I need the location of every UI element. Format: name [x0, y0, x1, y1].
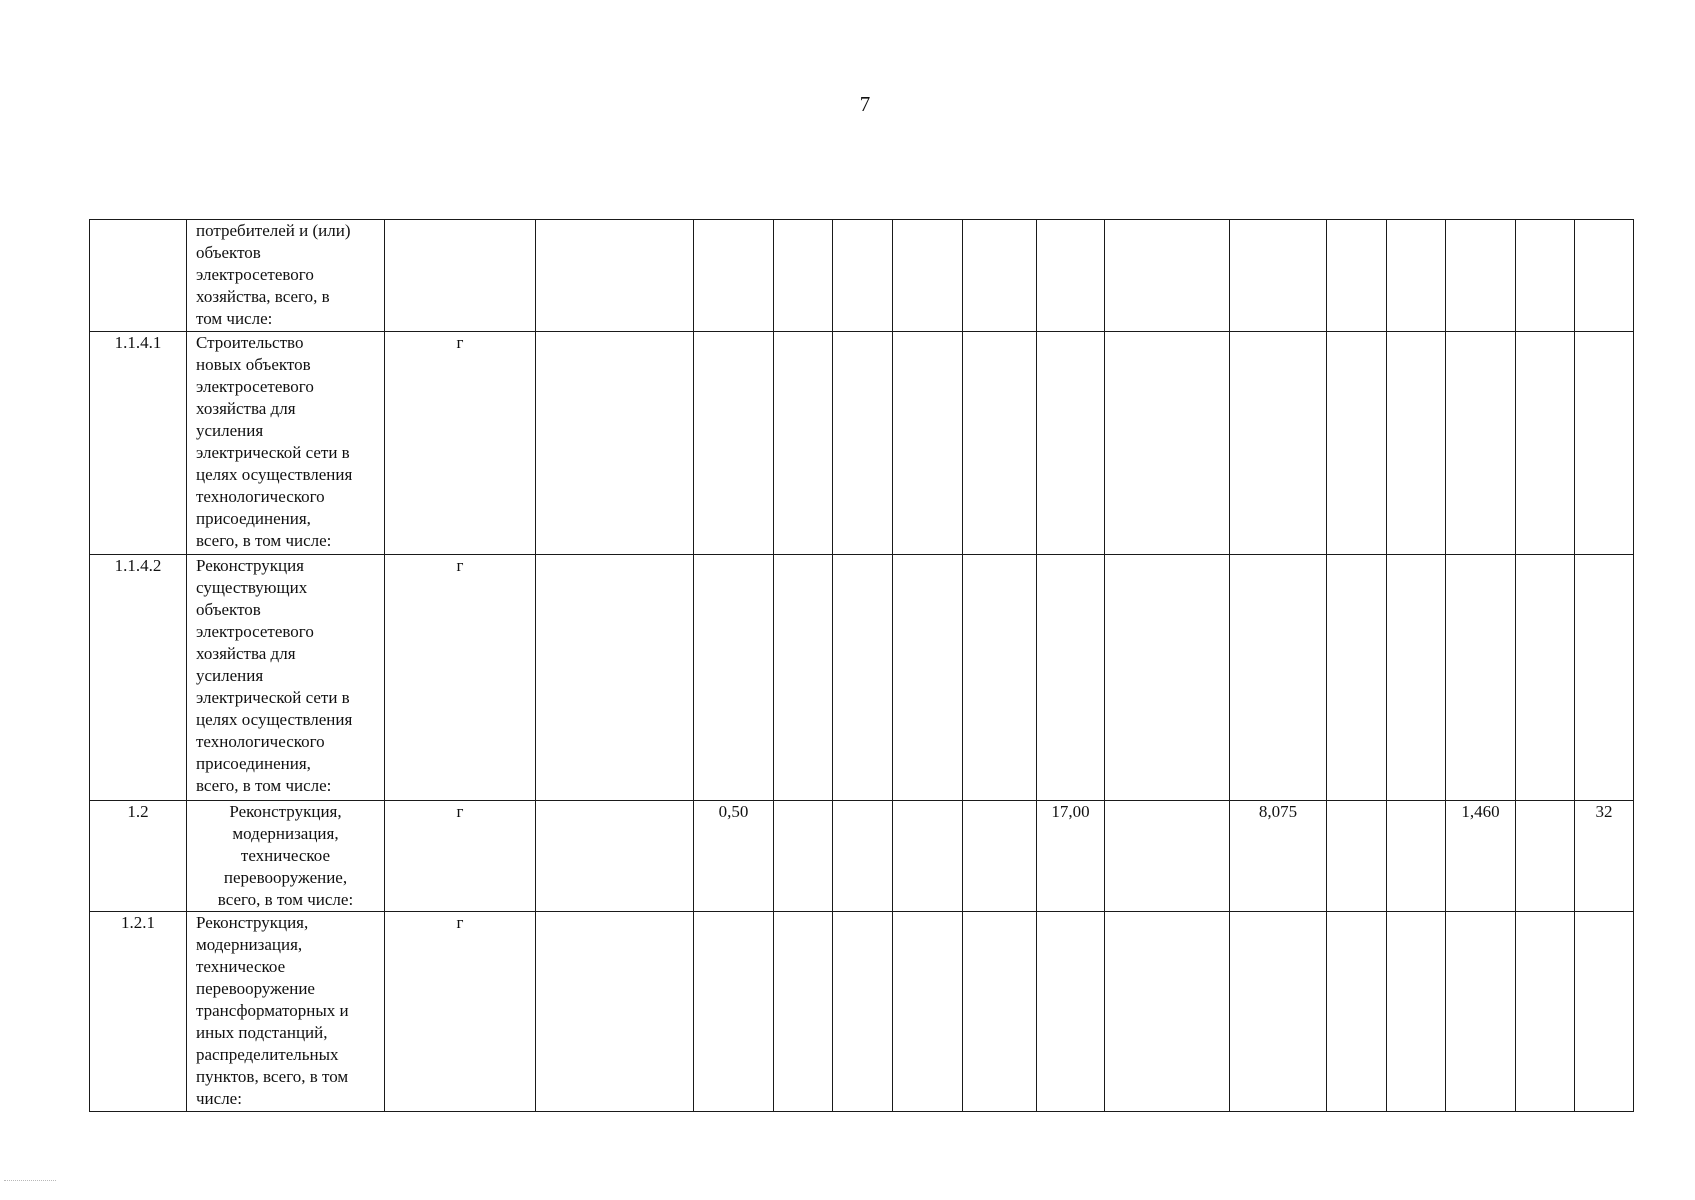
value-cell: [833, 801, 893, 912]
value-cell: 1,460: [1446, 801, 1516, 912]
value-cell: [774, 555, 833, 801]
row-name-line: технологического: [196, 732, 325, 751]
row-name-line: Реконструкция,: [229, 802, 342, 821]
value-cell: [1037, 332, 1105, 555]
value-cell: [536, 555, 694, 801]
value-cell: 8,075: [1230, 801, 1327, 912]
row-name-line: электросетевого: [196, 377, 314, 396]
row-name-line: всего, в том числе:: [196, 776, 332, 795]
row-name-line: Реконструкция,: [196, 913, 309, 932]
value-cell: [833, 555, 893, 801]
value-cell: [536, 220, 694, 332]
row-name-line: техническое: [196, 957, 286, 976]
value-cell: [833, 220, 893, 332]
row-name-line: всего, в том числе:: [217, 890, 354, 909]
value-cell: [1105, 332, 1230, 555]
value-cell: [893, 801, 963, 912]
value-cell: 32: [1575, 801, 1634, 912]
value-cell: [1230, 912, 1327, 1112]
row-name-line: хозяйства для: [196, 399, 296, 418]
row-name-line: техническое: [240, 846, 331, 865]
row-name-line: объектов: [196, 600, 261, 619]
row-name-line: электрической сети в: [196, 688, 350, 707]
value-cell: [1575, 220, 1634, 332]
value-cell: [774, 220, 833, 332]
value-cell: [1327, 912, 1387, 1112]
value-cell: [1446, 555, 1516, 801]
value-cell: [774, 801, 833, 912]
value-cell: [1446, 332, 1516, 555]
table-row: [90, 555, 1634, 801]
value-cell: [694, 220, 774, 332]
row-name-line: присоединения,: [196, 754, 311, 773]
row-name-line: целях осуществления: [196, 465, 353, 484]
value-cell: [893, 332, 963, 555]
value-cell: [1327, 332, 1387, 555]
page-number: 7: [859, 92, 871, 116]
value-cell: [833, 332, 893, 555]
row-name-line: технологического: [196, 487, 325, 506]
value-cell: [1037, 555, 1105, 801]
value-cell: [1516, 912, 1575, 1112]
value-cell: [1037, 912, 1105, 1112]
value-cell: [536, 912, 694, 1112]
table-row: [90, 912, 1634, 1112]
row-name-line: усиления: [196, 666, 264, 685]
data-table: [89, 219, 1634, 1112]
row-name-line: новых объектов: [196, 355, 311, 374]
value-cell: [833, 912, 893, 1112]
row-name-line: хозяйства, всего, в: [196, 287, 330, 306]
row-name: [187, 801, 385, 912]
value-cell: [1105, 555, 1230, 801]
row-name-line: электрической сети в: [196, 443, 350, 462]
row-name-line: существующих: [196, 578, 308, 597]
row-code: [90, 220, 187, 332]
value-cell: [963, 332, 1037, 555]
row-name-line: том числе:: [196, 309, 273, 328]
value-cell: [1575, 912, 1634, 1112]
value-cell: [774, 332, 833, 555]
value-cell: [963, 555, 1037, 801]
value-cell: [1327, 220, 1387, 332]
value-cell: [1575, 555, 1634, 801]
row-name-line: Строительство: [196, 333, 304, 352]
row-name-line: объектов: [196, 243, 261, 262]
row-name: [187, 912, 385, 1112]
value-cell: [1327, 801, 1387, 912]
value-cell: [1230, 555, 1327, 801]
value-cell: [1516, 332, 1575, 555]
row-name-line: всего, в том числе:: [196, 531, 332, 550]
scan-artifact: [4, 1180, 56, 1183]
value-cell: [536, 332, 694, 555]
value-cell: [893, 555, 963, 801]
row-name-line: числе:: [196, 1089, 242, 1108]
value-cell: [963, 912, 1037, 1112]
table-row: [90, 332, 1634, 555]
row-name-line: иных подстанций,: [196, 1023, 328, 1042]
row-name-line: перевооружение,: [223, 868, 348, 887]
row-name-line: распределительных: [196, 1045, 339, 1064]
row-mark: г: [385, 801, 536, 912]
value-cell: [694, 912, 774, 1112]
table-row: [90, 801, 1634, 912]
row-mark: г: [385, 555, 536, 801]
value-cell: [1105, 801, 1230, 912]
value-cell: [1230, 220, 1327, 332]
value-cell: [893, 220, 963, 332]
value-cell: [1327, 555, 1387, 801]
row-name-line: электросетевого: [196, 622, 314, 641]
row-name-line: усиления: [196, 421, 264, 440]
value-cell: 0,50: [694, 801, 774, 912]
row-name-line: присоединения,: [196, 509, 311, 528]
row-mark: г: [385, 912, 536, 1112]
value-cell: [1516, 801, 1575, 912]
value-cell: [1575, 332, 1634, 555]
value-cell: [774, 912, 833, 1112]
value-cell: [1516, 220, 1575, 332]
value-cell: [1387, 332, 1446, 555]
value-cell: [963, 220, 1037, 332]
row-code: 1.2: [90, 801, 187, 912]
row-name-line: модернизация,: [232, 824, 339, 843]
row-name-line: трансформаторных и: [196, 1001, 349, 1020]
table-row: [90, 220, 1634, 332]
value-cell: [1516, 555, 1575, 801]
value-cell: [893, 912, 963, 1112]
value-cell: [1105, 912, 1230, 1112]
row-name-line: электросетевого: [196, 265, 314, 284]
value-cell: [1387, 555, 1446, 801]
value-cell: [1230, 332, 1327, 555]
row-name: [187, 555, 385, 801]
row-name-line: хозяйства для: [196, 644, 296, 663]
value-cell: [1446, 220, 1516, 332]
row-name-line: перевооружение: [196, 979, 315, 998]
row-mark: г: [385, 332, 536, 555]
value-cell: [1446, 912, 1516, 1112]
row-name-line: целях осуществления: [196, 710, 353, 729]
value-cell: [1105, 220, 1230, 332]
value-cell: [963, 801, 1037, 912]
row-name: [187, 332, 385, 555]
value-cell: [536, 801, 694, 912]
value-cell: 17,00: [1037, 801, 1105, 912]
value-cell: [1387, 801, 1446, 912]
row-name-line: пунктов, всего, в том: [196, 1067, 349, 1086]
row-code: 1.1.4.1: [90, 332, 187, 555]
row-name-line: потребителей и (или): [196, 221, 351, 240]
row-name-line: Реконструкция: [196, 556, 305, 575]
row-code: 1.1.4.2: [90, 555, 187, 801]
value-cell: [1387, 220, 1446, 332]
value-cell: [694, 332, 774, 555]
value-cell: [1037, 220, 1105, 332]
value-cell: [1387, 912, 1446, 1112]
row-name: [187, 220, 385, 332]
row-mark: [385, 220, 536, 332]
row-name-line: модернизация,: [196, 935, 303, 954]
row-code: 1.2.1: [90, 912, 187, 1112]
value-cell: [694, 555, 774, 801]
